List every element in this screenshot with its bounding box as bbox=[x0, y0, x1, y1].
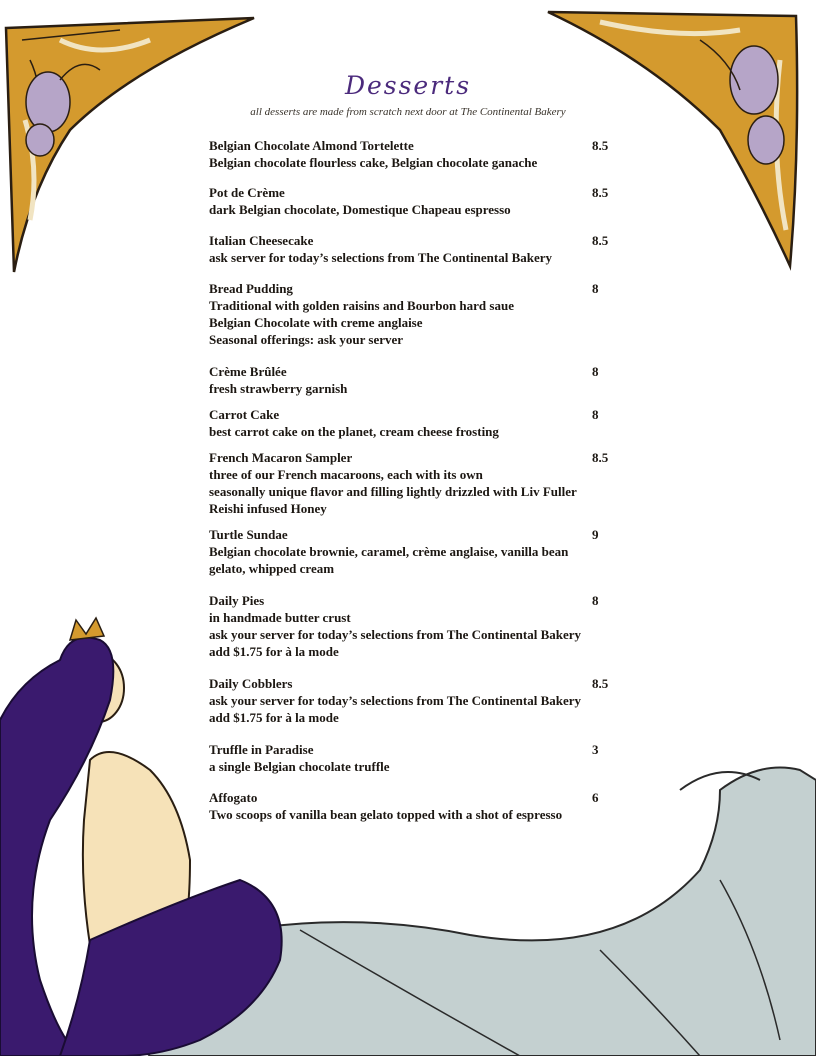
menu-item bbox=[209, 592, 599, 660]
item-price: 3 bbox=[592, 742, 599, 757]
item-description: gelato, whipped cream bbox=[209, 561, 335, 576]
item-price: 8.5 bbox=[592, 138, 609, 153]
page-subtitle: all desserts are made from scratch next door at The Continental Bakery bbox=[250, 106, 566, 118]
item-price: 8.5 bbox=[592, 676, 609, 691]
item-price: 8.5 bbox=[592, 185, 609, 200]
item-name: Belgian Chocolate Almond Tortelette bbox=[209, 138, 414, 153]
menu-item bbox=[209, 137, 609, 171]
item-price: 8 bbox=[592, 593, 599, 608]
item-name: Daily Cobblers bbox=[209, 676, 293, 691]
item-description: Reishi infused Honey bbox=[209, 501, 327, 516]
item-description: fresh strawberry garnish bbox=[209, 381, 348, 396]
corner-ornament-top-right bbox=[548, 12, 797, 266]
menu-item bbox=[209, 741, 599, 775]
menu-item bbox=[209, 789, 599, 823]
item-price: 8 bbox=[592, 281, 599, 296]
item-description: a single Belgian chocolate truffle bbox=[209, 759, 390, 774]
item-price: 8 bbox=[592, 407, 599, 422]
item-price: 6 bbox=[592, 790, 599, 805]
item-name: Italian Cheesecake bbox=[209, 233, 314, 248]
item-price: 8.5 bbox=[592, 233, 609, 248]
item-description: dark Belgian chocolate, Domestique Chapeau espresso bbox=[209, 202, 511, 217]
item-price: 9 bbox=[592, 527, 599, 542]
item-description: Belgian chocolate brownie, caramel, crème anglaise, vanilla bean bbox=[209, 544, 569, 559]
menu-item bbox=[209, 675, 609, 726]
item-description: Seasonal offerings: ask your server bbox=[209, 332, 404, 347]
item-name: Affogato bbox=[209, 790, 258, 805]
item-description: ask server for today’s selections from The Continental Bakery bbox=[209, 250, 553, 265]
menu-item bbox=[209, 406, 599, 440]
menu-item bbox=[209, 184, 609, 218]
item-description: ask your server for today’s selections from The Continental Bakery bbox=[209, 627, 582, 642]
item-description: Belgian Chocolate with creme anglaise bbox=[209, 315, 423, 330]
item-description: Two scoops of vanilla bean gelato topped with a shot of espresso bbox=[209, 807, 563, 822]
item-name: Bread Pudding bbox=[209, 281, 293, 296]
item-name: Carrot Cake bbox=[209, 407, 280, 422]
item-name: Crème Brûlée bbox=[209, 364, 287, 379]
item-description: in handmade butter crust bbox=[209, 610, 351, 625]
item-description: add $1.75 for à la mode bbox=[209, 644, 339, 659]
item-name: Truffle in Paradise bbox=[209, 742, 314, 757]
menu-item bbox=[209, 280, 599, 348]
item-name: Turtle Sundae bbox=[209, 527, 288, 542]
item-price: 8.5 bbox=[592, 450, 609, 465]
item-name: Pot de Crème bbox=[209, 185, 285, 200]
item-description: seasonally unique flavor and filling lightly drizzled with Liv Fuller bbox=[209, 484, 577, 499]
menu-item bbox=[209, 232, 609, 266]
page-title: Desserts bbox=[344, 71, 472, 100]
item-description: ask your server for today’s selections from The Continental Bakery bbox=[209, 693, 582, 708]
menu-item bbox=[209, 363, 599, 397]
item-name: French Macaron Sampler bbox=[209, 450, 353, 465]
menu-item bbox=[209, 449, 609, 517]
item-description: Belgian chocolate flourless cake, Belgian chocolate ganache bbox=[209, 155, 538, 170]
item-description: add $1.75 for à la mode bbox=[209, 710, 339, 725]
item-name: Daily Pies bbox=[209, 593, 265, 608]
menu-item bbox=[209, 526, 599, 577]
item-description: three of our French macaroons, each with its own bbox=[209, 467, 483, 482]
item-price: 8 bbox=[592, 364, 599, 379]
item-description: Traditional with golden raisins and Bourbon hard saue bbox=[209, 298, 514, 313]
item-description: best carrot cake on the planet, cream cheese frosting bbox=[209, 424, 499, 439]
